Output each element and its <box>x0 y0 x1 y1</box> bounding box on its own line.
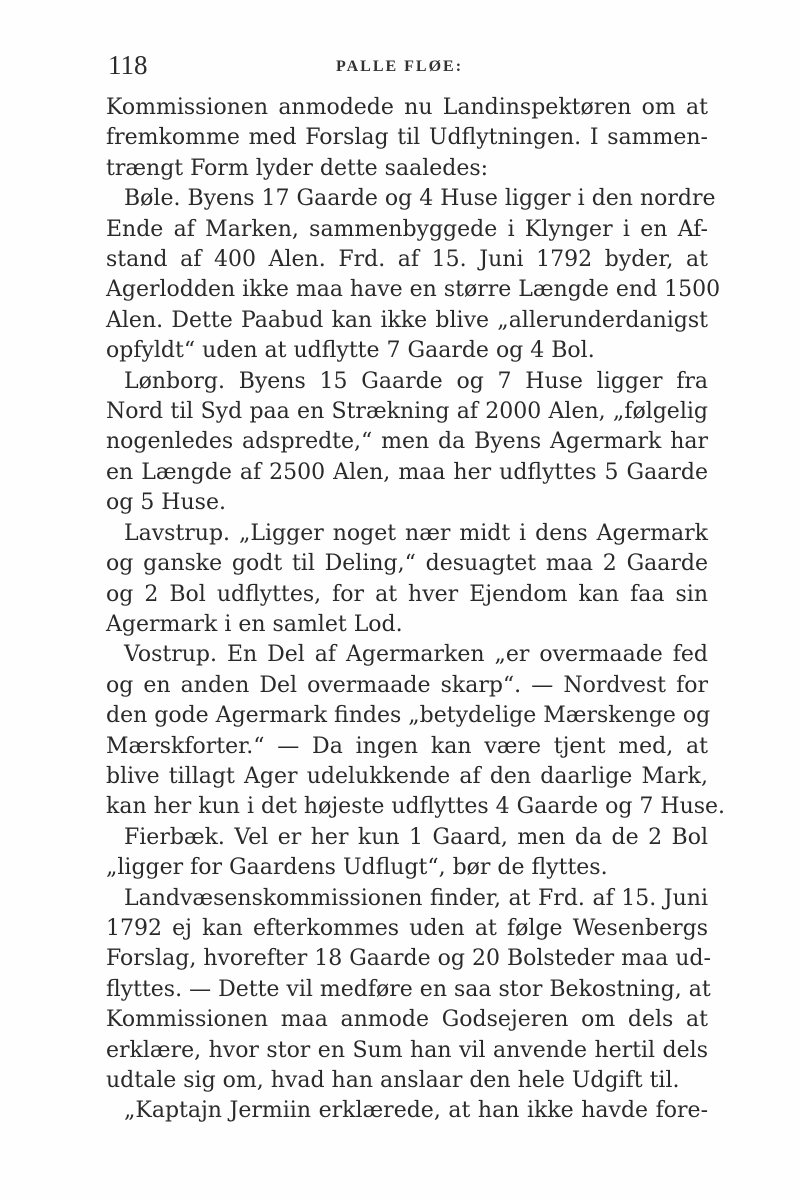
text-line: Landvæsenskommissionen finder, at Frd. af 15. Juni <box>124 885 708 911</box>
text-line: Vostrup. En Del af Agermarken „er overmaade fed <box>124 642 708 668</box>
text-line: den gode Agermark findes „betydelige Mærskenge og <box>106 703 711 729</box>
paragraph <box>106 884 711 1097</box>
paragraph <box>106 640 726 822</box>
text-line: Kommissionen maa anmode Godsejeren om dels at <box>106 1007 708 1033</box>
text-line: Fierbæk. Vel er her kun 1 Gaard, men da de 2 Bol <box>124 824 708 850</box>
text-line: Mærskforter.“ — Da ingen kan være tjent med, at <box>106 733 708 759</box>
text-line: trængt Form lyder dette saaledes: <box>106 155 489 181</box>
text-line: Kommissionen anmodede nu Landinspektøren om at <box>106 95 708 120</box>
text-line: Forslag, hvorefter 18 Gaarde og 20 Bolsteder maa ud- <box>106 946 711 972</box>
text-line: opfyldt“ uden at udflytte 7 Gaarde og 4 Bol. <box>106 338 595 364</box>
text-line: Agerlodden ikke maa have en større Længde end 1500 <box>106 277 721 303</box>
text-line: Lønborg. Byens 15 Gaarde og 7 Huse ligger fra <box>124 368 708 394</box>
text-line: fremkomme med Forslag til Udflytningen. I sammen- <box>106 125 708 151</box>
text-line: Lavstrup. „Ligger noget nær midt i dens Agermark <box>124 520 708 546</box>
text-line: kan her kun i det højeste udflyttes 4 Gaarde og 7 Huse. <box>106 794 726 820</box>
text-line: erklære, hvor stor en Sum han vil anvende hertil dels <box>106 1037 708 1063</box>
paragraph <box>106 367 708 519</box>
text-line: nogenledes adspredte,“ men da Byens Agermark har <box>106 429 708 455</box>
body-text <box>106 93 726 1127</box>
running-head: PALLE FLØE: <box>336 58 464 75</box>
text-line: Bøle. Byens 17 Gaarde og 4 Huse ligger i den nordre <box>124 186 716 212</box>
text-line: og ganske godt til Deling,“ desuagtet maa 2 Gaarde <box>106 551 708 577</box>
text-line: Alen. Dette Paabud kan ikke blive „allerunderdanigst <box>106 307 708 333</box>
text-line: en Længde af 2500 Alen, maa her udflyttes 5 Gaarde <box>106 459 708 485</box>
text-line: 1792 ej kan efterkommes uden at følge Wesenbergs <box>106 915 708 941</box>
text-line: og 5 Huse. <box>106 490 226 516</box>
text-line: og 2 Bol udflyttes, for at hver Ejendom kan faa sin <box>106 581 708 607</box>
paragraph <box>106 93 708 184</box>
text-line: stand af 400 Alen. Frd. af 15. Juni 1792 byder, at <box>106 247 708 273</box>
text-line: og en anden Del overmaade skarp“. — Nordvest for <box>106 672 708 698</box>
text-line: „Kaptajn Jermiin erklærede, at han ikke havde fore- <box>124 1098 708 1124</box>
paragraph <box>106 519 708 641</box>
text-line: udtale sig om, hvad han anslaar den hele Udgift til. <box>106 1068 680 1093</box>
paragraph <box>106 184 721 366</box>
text-line: Nord til Syd paa en Strækning af 2000 Alen, „følgelig <box>106 399 708 425</box>
paragraph <box>106 823 708 884</box>
text-line: blive tillagt Ager udelukkende af den daarlige Mark, <box>106 763 708 789</box>
page-number: 118 <box>108 50 148 80</box>
text-line: flyttes. — Dette vil medføre en saa stor Bekostning, at <box>106 976 711 1002</box>
text-line: Agermark i en samlet Lod. <box>106 611 403 637</box>
paragraph <box>106 1096 708 1126</box>
page-header <box>108 50 708 90</box>
text-line: Ende af Marken, sammenbyggede i Klynger i en Af- <box>106 216 708 242</box>
text-line: „ligger for Gaardens Udflugt“, bør de flyttes. <box>106 855 608 881</box>
